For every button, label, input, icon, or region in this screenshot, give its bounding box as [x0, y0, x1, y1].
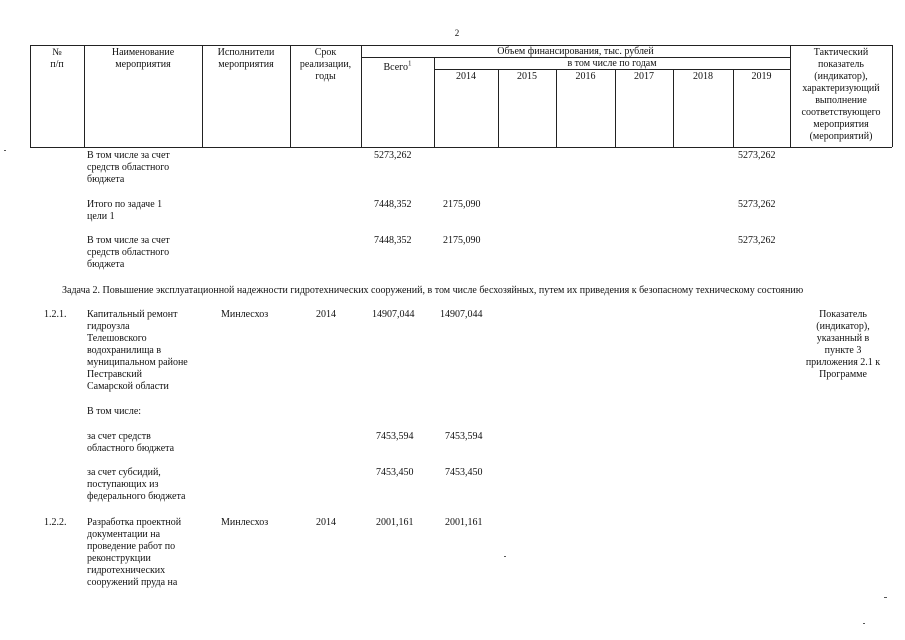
item-term: 2014 [316, 517, 336, 528]
item-2014: 2001,161 [445, 517, 483, 528]
header-total: Всего$^1$ [383, 59, 412, 73]
page-number: 2 [454, 28, 460, 38]
item-total: 7453,594 [376, 431, 414, 442]
item-total: 14907,044 [372, 309, 415, 320]
including-label: В том числе: [87, 406, 142, 417]
row-total: 7448,352 [374, 199, 412, 210]
item-term: 2014 [316, 309, 336, 320]
header-year-2014: 2014 [456, 71, 476, 82]
row-total: 5273,262 [374, 150, 412, 161]
item-total: 7453,450 [376, 467, 414, 478]
item-name: за счет субсидий, поступающих из федерального бюджета [87, 467, 186, 502]
header-num: № п/п [50, 47, 64, 70]
row-2019: 5273,262 [738, 150, 776, 161]
header-by-years: в том числе по годам [567, 58, 657, 69]
item-2014: 14907,044 [440, 309, 483, 320]
scan-speck [863, 623, 865, 624]
header-indicator: Тактический показатель (индикатор), характеризующий выполнение соответствующего мероприятия (мероприятий) [801, 47, 881, 142]
item-name: Капитальный ремонт гидроузла Телешовского водохранилища в муниципальном районе Пестравский Самарской области [87, 309, 188, 392]
scan-speck [884, 597, 887, 598]
row-name: В том числе за счет средств областного бюджета [87, 235, 170, 270]
header-year-2017: 2017 [634, 71, 654, 82]
scan-speck [504, 556, 506, 557]
header-year-2016: 2016 [575, 71, 596, 82]
item-executor: Минлесхоз [221, 517, 269, 528]
header-year-2018: 2018 [693, 71, 713, 82]
item-indicator: Показатель (индикатор), указанный в пункте 3 приложения 2.1 к Программе [805, 309, 881, 380]
row-2019: 5273,262 [738, 199, 776, 210]
item-executor: Минлесхоз [221, 309, 269, 320]
header-term: Срок реализации, годы [299, 47, 352, 82]
task-2-heading: Задача 2. Повышение эксплуатационной надежности гидротехнических сооружений, в том числе бесхозяйных, путем их приведения к безопасному техническому состоянию [62, 285, 804, 296]
item-2014: 7453,594 [445, 431, 483, 442]
header-year-2015: 2015 [517, 71, 537, 82]
item-number: 1.2.2. [44, 517, 67, 528]
item-name: за счет средств областного бюджета [87, 431, 175, 454]
header-volume: Объем финансирования, тыс. рублей [497, 46, 654, 57]
row-2014: 2175,090 [443, 235, 481, 246]
row-name: Итого по задаче 1 цели 1 [87, 199, 163, 222]
item-total: 2001,161 [376, 517, 414, 528]
row-name: В том числе за счет средств областного бюджета [87, 150, 170, 185]
header-year-2019: 2019 [751, 71, 772, 82]
row-2014: 2175,090 [443, 199, 481, 210]
item-2014: 7453,450 [445, 467, 483, 478]
item-number: 1.2.1. [44, 309, 67, 320]
scan-speck [4, 150, 6, 151]
header-name: Наименование мероприятия [111, 47, 175, 70]
header-executors: Исполнители мероприятия [217, 47, 275, 70]
row-total: 7448,352 [374, 235, 412, 246]
item-name: Разработка проектной документации на проведение работ по реконструкции гидротехнических сооружений пруда на [87, 517, 182, 588]
row-2019: 5273,262 [738, 235, 776, 246]
